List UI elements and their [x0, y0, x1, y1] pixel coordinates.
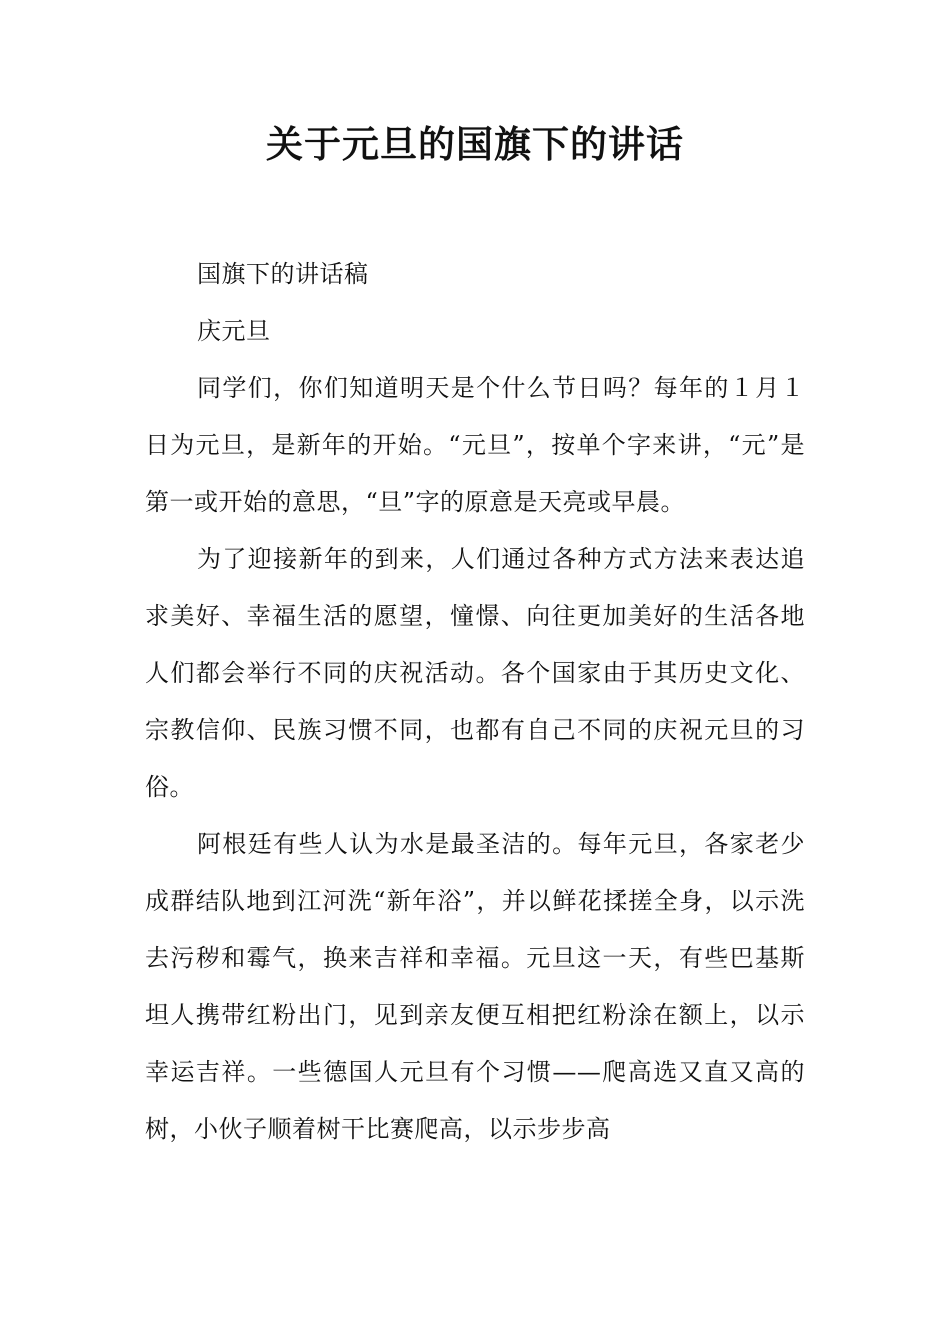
paragraph-speech-label: 国旗下的讲话稿	[197, 260, 369, 288]
paragraph-subtitle: 庆元旦	[197, 317, 271, 345]
document-body	[145, 246, 805, 1158]
paragraph-customs: 为了迎接新年的到来，人们通过各种方式方法来表达追求美好、幸福生活的愿望，憧憬、向往更加美好的生活各地人们都会举行不同的庆祝活动。各个国家由于其历史文化、宗教信仰、民族习惯不同，也都有自己不同的庆祝元旦的习俗。	[145, 545, 805, 801]
paragraph-intro: 同学们，你们知道明天是个什么节日吗？每年的１月１日为元旦，是新年的开始。“元旦”，按单个字来讲，“元”是第一或开始的意思，“旦”字的原意是天亮或早晨。	[145, 374, 805, 516]
paragraph-examples: 阿根廷有些人认为水是最圣洁的。每年元旦，各家老少成群结队地到江河洗“新年浴”，并以鲜花揉搓全身，以示洗去污秽和霉气，换来吉祥和幸福。元旦这一天，有些巴基斯坦人携带红粉出门，见到亲友便互相把红粉涂在额上，以示幸运吉祥。一些德国人元旦有个习惯——爬高选又直又高的树，小伙子顺着树干比赛爬高，以示步步高	[145, 830, 805, 1143]
document-title: 关于元旦的国旗下的讲话	[266, 122, 684, 166]
